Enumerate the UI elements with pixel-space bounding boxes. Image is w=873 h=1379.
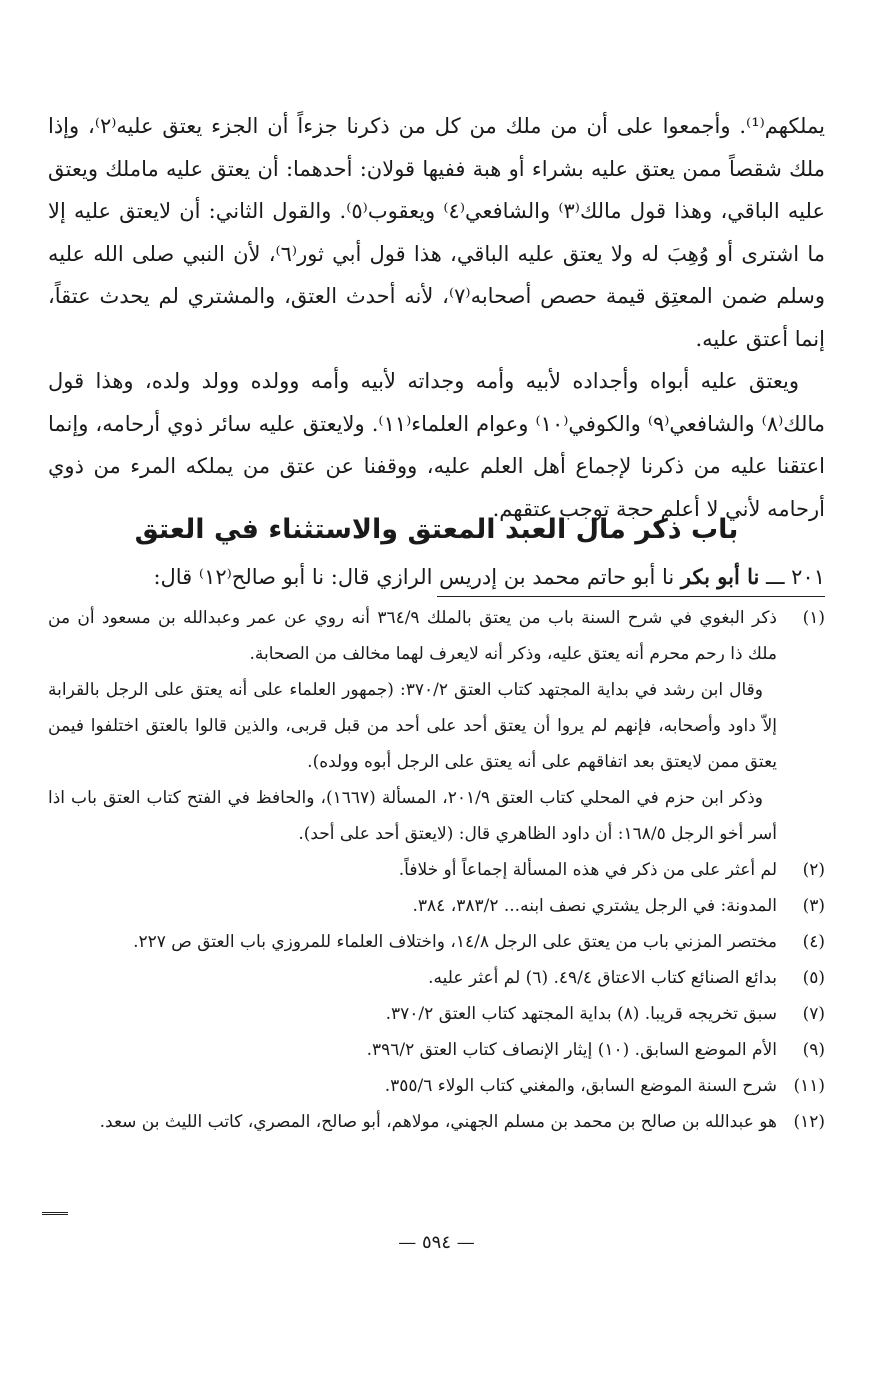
- footnote-5: [48, 960, 825, 996]
- footnote-11: [48, 1068, 825, 1104]
- hadith-isnad: [48, 556, 825, 598]
- footnote-paragraph: شرح السنة الموضع السابق، والمغني كتاب الولاء ٣٥٥/٦.: [384, 1076, 777, 1096]
- footnote-number: (٢): [802, 860, 825, 880]
- footnote-number: (١٢): [793, 1112, 825, 1132]
- footnote-number: (٥): [802, 968, 825, 988]
- main-paragraph-2: ويعتق عليه أبواه وأجداده لأبيه وأمه وجداته لأبيه وأمه وولده وولد ولده، وهذا قول مالك⁽٨⁾ والشافعي⁽٩⁾ والكوفي⁽١٠⁾ وعوام العلماء⁽١١⁾. ولايعتق عليه سائر ذوي أرحامه، وإنما اعتقنا عليه من ذكرنا لإجماع أهل العلم عليه، ووقفنا عن عتق من يملكه المرء من ذوي أرحامه لأني لا أعلم حجة توجب عتقهم.: [48, 369, 826, 521]
- footnote-text: [48, 888, 777, 924]
- footnote-7: [48, 996, 825, 1032]
- hadith-narrator-intro: نا أبو بكر: [680, 564, 760, 589]
- main-text: [48, 105, 825, 530]
- footnote-text: [48, 960, 777, 996]
- footnote-text: [48, 924, 777, 960]
- hadith-chain-text: نا أبو حاتم محمد بن إدريس الرازي قال: نا أبو صالح⁽١٢⁾ قال:: [153, 565, 675, 589]
- footnote-number: (٧): [802, 1004, 825, 1024]
- page-number: — ٥٩٤ —: [398, 1232, 475, 1253]
- footnote-4: [48, 924, 825, 960]
- footnote-2: [48, 852, 825, 888]
- footnote-text: [48, 1032, 777, 1068]
- footnote-paragraph: وذكر ابن حزم في المحلي كتاب العتق ٢٠١/٩، المسألة (١٦٦٧)، والحافظ في الفتح كتاب العتق باب اذا أسر أخو الرجل ١٦٨/٥: أن داود الظاهري قال: (لايعتق أحد على أحد).: [48, 788, 777, 844]
- hadith-number: ٢٠١ ـــ: [766, 565, 825, 589]
- footnote-text: [48, 1104, 777, 1140]
- footnote-paragraph: لم أعثر على من ذكر في هذه المسألة إجماعاً أو خلافاً.: [398, 860, 777, 880]
- footnote-text: [48, 600, 777, 852]
- footnote-text: [48, 1068, 777, 1104]
- footnote-12: [48, 1104, 825, 1140]
- footnote-paragraph: المدونة: في الرجل يشتري نصف ابنه... ٣٨٣/٢، ٣٨٤.: [412, 896, 777, 916]
- footnote-1: [48, 600, 825, 852]
- footnote-number: (٣): [802, 896, 825, 916]
- footnote-number: (١): [802, 608, 825, 628]
- footnote-9: [48, 1032, 825, 1068]
- footnote-text: [48, 996, 777, 1032]
- footnote-separator: [437, 596, 825, 597]
- footnote-number: (٩): [802, 1040, 825, 1060]
- footnote-paragraph: مختصر المزني باب من يعتق على الرجل ١٤/٨، واختلاف العلماء للمروزي باب العتق ص ٢٢٧.: [133, 932, 777, 952]
- chapter-heading: باب ذكر مال العبد المعتق والاستثناء في العتق: [134, 514, 739, 545]
- continuation-mark: [42, 1212, 68, 1218]
- footnote-3: [48, 888, 825, 924]
- footnote-number: (٤): [802, 932, 825, 952]
- footnote-paragraph: سبق تخريجه قريبا. (٨) بداية المجتهد كتاب العتق ٣٧٠/٢.: [385, 1004, 777, 1024]
- footnote-paragraph: ذكر البغوي في شرح السنة باب من يعتق بالملك ٣٦٤/٩ أنه روي عن عمر وعبدالله بن مسعود أن من ملك ذا رحم محرم أنه يعتق عليه، وذكر أنه لايعرف لهما مخالف من الصحابة.: [48, 608, 777, 664]
- footnote-paragraph: بدائع الصنائع كتاب الاعتاق ٤٩/٤. (٦) لم أعثر عليه.: [428, 968, 777, 988]
- footnote-paragraph: وقال ابن رشد في بداية المجتهد كتاب العتق ٣٧٠/٢: (جمهور العلماء على أنه يعتق على الرجل بالقرابة إلاّ داود وأصحابه، فإنهم لم يروا أن يعتق أحد على أحد من قبل قربى، والذين قالوا بالعتق اختلفوا فيمن يعتق ممن لايعتق بعد اتفاقهم على أنه يعتق على الرجل أبوه وولده).: [48, 680, 777, 772]
- footnote-number: (١١): [793, 1076, 825, 1096]
- main-paragraph-1: يملكهم⁽¹⁾. وأجمعوا على أن من ملك من كل من ذكرنا جزءاً أن الجزء يعتق عليه⁽٢⁾، وإذا ملك شقصاً ممن يعتق عليه بشراء أو هبة ففيها قولان: أحدهما: أن يعتق عليه ماملك ويعتق عليه الباقي، وهذا قول مالك⁽٣⁾ والشافعي⁽٤⁾ ويعقوب⁽٥⁾. والقول الثاني: أن لايعتق عليه إلا ما اشترى أو وُهِبَ له ولا يعتق عليه الباقي، هذا قول أبي ثور⁽٦⁾، لأن النبي صلى الله عليه وسلم ضمن المعتِق قيمة حصص أصحابه⁽٧⁾، لأنه أحدث العتق، والمشتري لم يحدث عتقاً، إنما أعتق عليه.: [48, 114, 826, 351]
- footnote-text: [48, 852, 777, 888]
- footnote-paragraph: هو عبدالله بن صالح بن محمد بن مسلم الجهني، مولاهم، أبو صالح، المصري، كاتب الليث بن سعد.: [99, 1112, 777, 1132]
- footnotes: [48, 600, 825, 1140]
- footnote-paragraph: الأم الموضع السابق. (١٠) إيثار الإنصاف كتاب العتق ٣٩٦/٢.: [366, 1040, 777, 1060]
